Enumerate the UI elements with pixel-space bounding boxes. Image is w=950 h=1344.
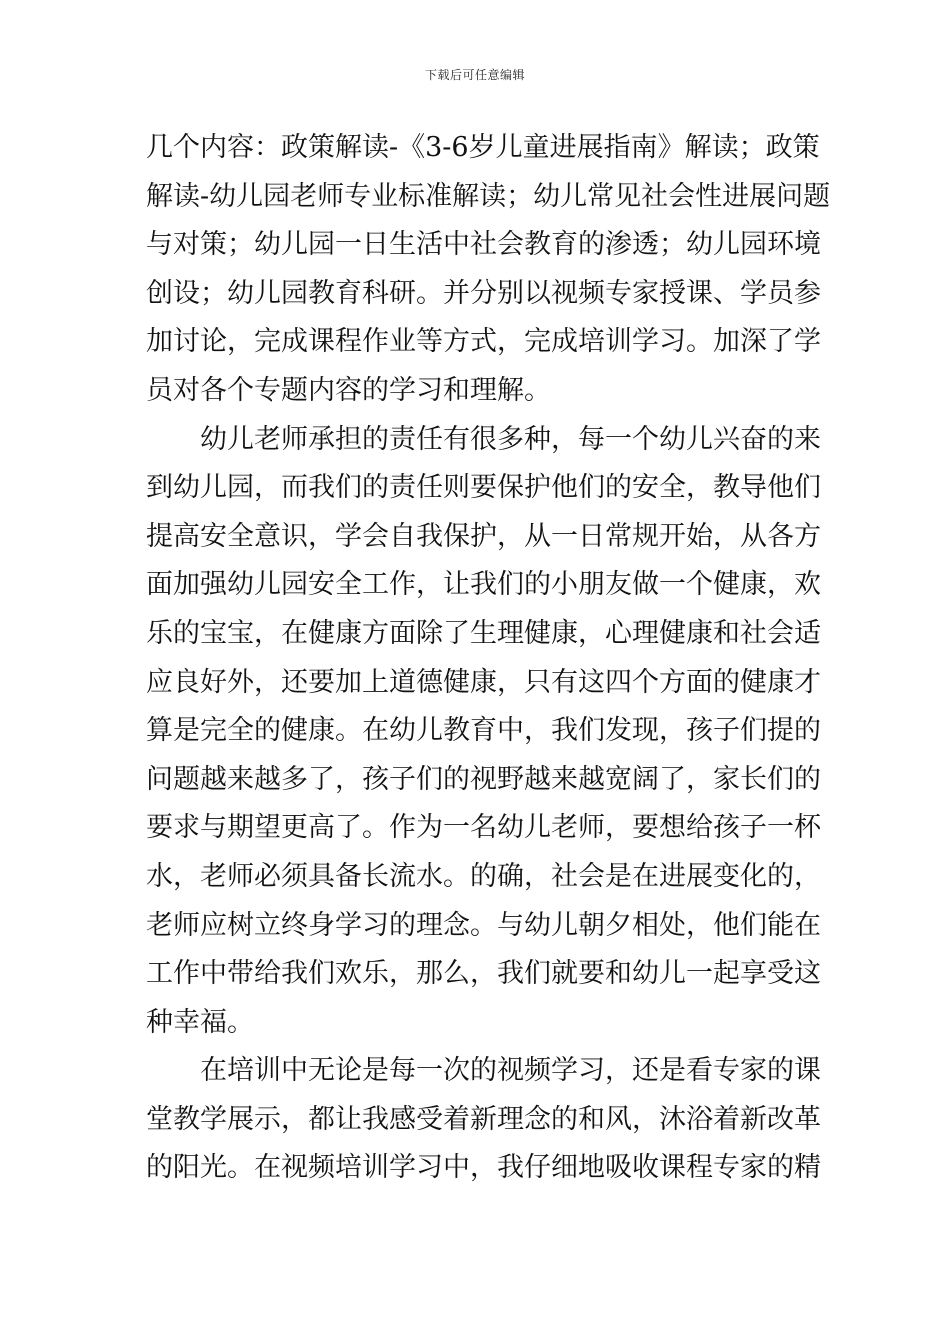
text-line: 老师应树立终身学习的理念。与幼儿朝夕相处，他们能在	[146, 909, 821, 941]
text-line: 几个内容：政策解读-《3-6岁儿童进展指南》解读；政策	[146, 132, 820, 163]
text-line: 算是完全的健康。在幼儿教育中，我们发现，孩子们提的	[146, 715, 821, 747]
paragraph-1	[146, 124, 831, 416]
text-line: 的阳光。在视频培训学习中，我仔细地吸收课程专家的精	[146, 1152, 821, 1184]
text-line: 问题越来越多了，孩子们的视野越来越宽阔了，家长们的	[146, 763, 821, 795]
text-line: 创设；幼儿园教育科研。并分别以视频专家授课、学员参	[146, 277, 821, 309]
text-line: 解读-幼儿园老师专业标准解读；幼儿常见社会性进展问题	[146, 180, 831, 212]
text-line: 在培训中无论是每一次的视频学习，还是看专家的课	[146, 1055, 821, 1087]
document-body	[146, 124, 831, 1193]
text-line: 面加强幼儿园安全工作，让我们的小朋友做一个健康，欢	[146, 569, 821, 601]
text-line: 要求与期望更高了。作为一名幼儿老师，要想给孩子一杯	[146, 812, 821, 844]
text-line: 水，老师必须具备长流水。的确，社会是在进展变化的，	[146, 860, 821, 892]
page-header: 下载后可任意编辑	[424, 68, 525, 82]
text-line: 乐的宝宝，在健康方面除了生理健康，心理健康和社会适	[146, 617, 821, 649]
paragraph-3	[146, 1047, 821, 1193]
text-line: 种幸福。	[146, 1006, 254, 1038]
text-line: 堂教学展示，都让我感受着新理念的和风，沐浴着新改革	[146, 1103, 821, 1135]
text-line: 幼儿老师承担的责任有很多种，每一个幼儿兴奋的来	[146, 423, 821, 455]
paragraph-2	[146, 416, 821, 1048]
text-line: 工作中带给我们欢乐，那么，我们就要和幼儿一起享受这	[146, 958, 821, 990]
text-line: 加讨论，完成课程作业等方式，完成培训学习。加深了学	[146, 326, 821, 358]
text-line: 应良好外，还要加上道德健康，只有这四个方面的健康才	[146, 666, 821, 698]
text-line: 到幼儿园，而我们的责任则要保护他们的安全，教导他们	[146, 472, 821, 504]
text-line: 员对各个专题内容的学习和理解。	[146, 374, 551, 406]
text-line: 与对策；幼儿园一日生活中社会教育的渗透；幼儿园环境	[146, 229, 821, 261]
text-line: 提高安全意识，学会自我保护，从一日常规开始，从各方	[146, 520, 821, 552]
